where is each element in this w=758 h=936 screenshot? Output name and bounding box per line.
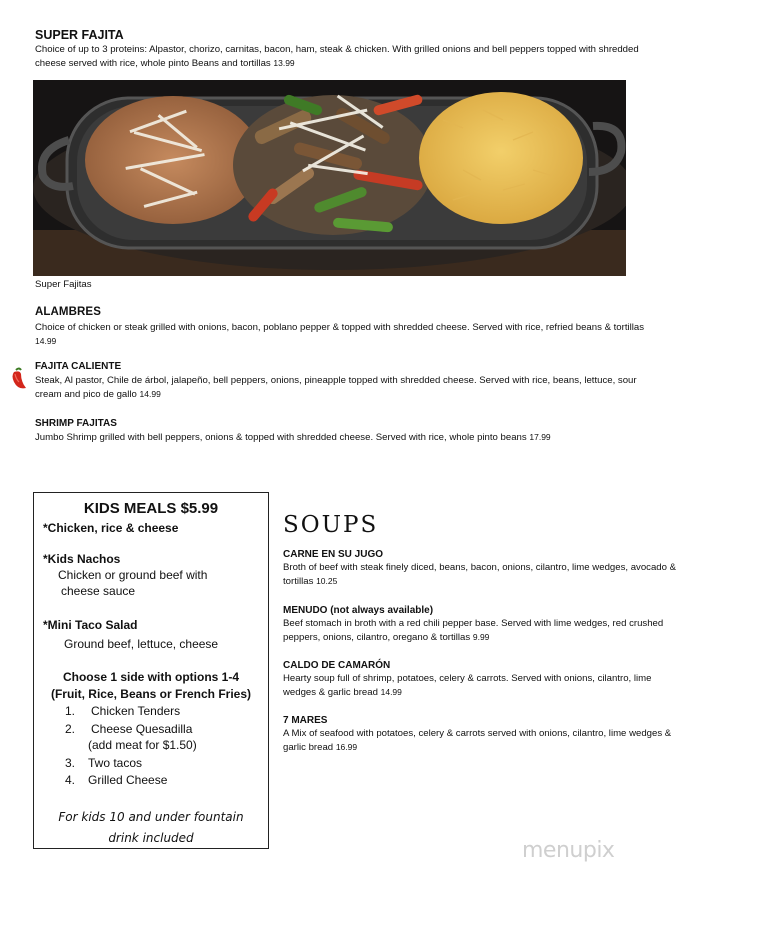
kids-meals-title: KIDS MEALS $5.99	[83, 500, 219, 517]
kids-option-grilled-cheese: Grilled Cheese	[88, 773, 168, 787]
super-fajitas-illustration	[33, 80, 626, 276]
soup-desc-line2: garlic bread	[283, 741, 334, 753]
shrimp-fajitas-title: SHRIMP FAJITAS	[35, 418, 117, 429]
soup-desc-line2: peppers, onions, cilantro, oregano & tortillas	[283, 631, 471, 643]
kids-meals-box	[33, 492, 269, 849]
soup-name: CALDO DE CAMARÓN	[283, 660, 391, 671]
super-fajitas-photo	[33, 80, 626, 276]
kids-option-add-meat: (add meat for $1.50)	[88, 738, 197, 752]
soup-menudo	[283, 605, 723, 644]
kids-option-chicken-tenders: Chicken Tenders	[91, 704, 181, 718]
soup-desc-line1: Broth of beef with steak finely diced, beans, bacon, onions, cilantro, lime wedges, avocado &	[283, 562, 677, 573]
kids-option-two-tacos: Two tacos	[88, 756, 143, 770]
super-fajita-price: 13.99	[273, 57, 295, 68]
soup-caldo-de-camaron	[283, 660, 723, 699]
soup-name: CARNE EN SU JUGO	[283, 549, 384, 560]
soup-desc-line2: wedges & garlic bread	[283, 686, 378, 698]
kids-option-number: 4.	[65, 773, 76, 787]
alambres-desc-line1: Choice of chicken or steak grilled with onions, bacon, poblano pepper & topped with shredded cheese. Served with rice, refried beans & tortillas	[35, 322, 645, 333]
soup-desc-line1: Hearty soup full of shrimp, potatoes, celery & carrots. Served with onions, cilantro, lime	[283, 673, 652, 684]
kids-item-nachos: *Kids Nachos	[43, 552, 121, 566]
kids-choose-side-line1: Choose 1 side with options 1-4	[62, 670, 240, 684]
chili-pepper-icon	[7, 366, 29, 392]
kids-choose-side-line2: (Fruit, Rice, Beans or French Fries)	[50, 687, 252, 701]
alambres-price: 14.99	[35, 335, 57, 346]
soups-title: SOUPS	[283, 512, 379, 538]
soup-price: 14.99	[380, 686, 402, 697]
soup-price: 16.99	[335, 741, 358, 752]
soup-name: MENUDO (not always available)	[283, 605, 434, 616]
super-fajita-desc-line1: Choice of up to 3 proteins: Alpastor, chorizo, carnitas, bacon, ham, steak & chicken. With grilled onions and bell peppers topped with shredded	[35, 44, 639, 55]
soup-name: 7 MARES	[283, 715, 328, 726]
menupix-watermark: menupix	[522, 838, 615, 863]
super-fajita-desc-line2: cheese served with rice, whole pinto Beans and tortillas	[35, 57, 271, 69]
fajita-caliente-title: FAJITA CALIENTE	[35, 361, 122, 372]
fajita-caliente-desc-line2: cream and pico de gallo	[35, 388, 137, 400]
soup-desc-line1: Beef stomach in broth with a red chili pepper base. Served with lime wedges, red crushed	[283, 618, 664, 629]
fajita-caliente-price: 14.99	[139, 388, 161, 399]
kids-option-number: 1.	[65, 704, 76, 718]
kids-nachos-desc-line1: Chicken or ground beef with	[58, 568, 208, 582]
kids-item-mini-taco-salad: *Mini Taco Salad	[43, 618, 138, 632]
shrimp-fajitas-description	[35, 431, 735, 445]
kids-option-cheese-quesadilla: Cheese Quesadilla	[91, 722, 193, 736]
super-fajita-title: SUPER FAJITA	[35, 28, 124, 42]
shrimp-fajitas-desc-line1: Jumbo Shrimp grilled with bell peppers, onions & topped with shredded cheese. Served with rice, whole pinto beans	[35, 432, 527, 443]
fajita-caliente-desc-line1: Steak, Al pastor, Chile de árbol, jalapeño, bell peppers, onions, pineapple topped with shredded cheese. Served with rice, beans, lettuce, sour	[35, 375, 637, 386]
kids-option-number: 2.	[65, 722, 76, 736]
soup-price: 10.25	[316, 575, 338, 586]
kids-nachos-desc-line2: cheese sauce	[61, 584, 136, 598]
soup-desc-line1: A Mix of seafood with potatoes, celery & carrots served with onions, cilantro, lime wedges &	[283, 728, 672, 739]
alambres-title: ALAMBRES	[35, 306, 101, 318]
soup-desc-line2: tortillas	[283, 575, 314, 587]
alambres-description	[35, 321, 735, 348]
kids-item-chicken-rice: *Chicken, rice & cheese	[43, 521, 179, 535]
kids-drink-note-line2: drink included	[108, 831, 194, 845]
fajita-caliente-description	[35, 374, 735, 401]
kids-taco-salad-desc: Ground beef, lettuce, cheese	[64, 637, 219, 651]
kids-option-number: 3.	[65, 756, 76, 770]
soup-price: 9.99	[472, 631, 490, 642]
kids-drink-note-line1: For kids 10 and under fountain	[58, 810, 244, 824]
soup-7-mares	[283, 715, 723, 754]
soup-carne-en-su-jugo	[283, 549, 723, 588]
super-fajita-description	[35, 43, 735, 70]
shrimp-fajitas-price: 17.99	[529, 432, 551, 442]
photo-caption: Super Fajitas	[35, 279, 92, 290]
